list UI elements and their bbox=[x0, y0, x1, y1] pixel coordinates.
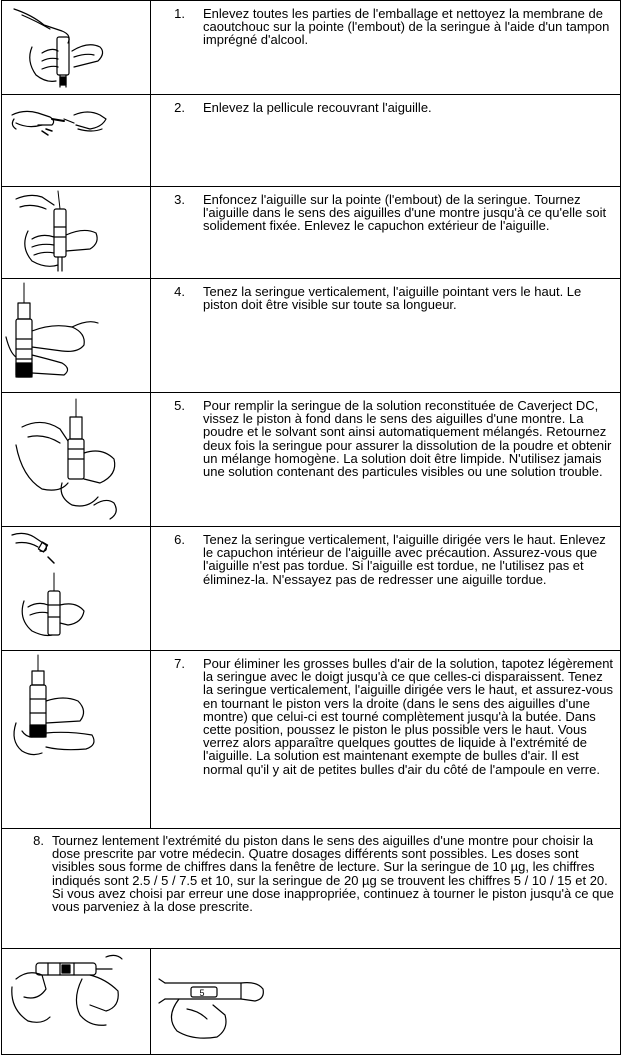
step-number: 1. bbox=[174, 6, 185, 21]
step-2 bbox=[151, 95, 620, 114]
step-text: Tenez la seringue verticalement, l'aiguille dirigée vers le haut. Enlevez le capuchon intérieur de l'aiguille avec précaution. Assurez-vous que l'aiguille n'est pas tordue. Si l'aiguille est tordue, ne l'utilisez pas et éliminez-la. N'essayez pas de redresser une aiguille tordue. bbox=[203, 532, 606, 587]
step-7 bbox=[151, 651, 620, 776]
step-5 bbox=[151, 393, 620, 478]
remove-bubbles-illustration bbox=[2, 651, 150, 828]
step-1 bbox=[151, 1, 620, 47]
illustration-cell bbox=[2, 187, 151, 279]
illustration-cell bbox=[2, 949, 151, 1055]
illustration-cell bbox=[2, 279, 151, 393]
dose-window-digit: 5 bbox=[199, 988, 205, 998]
step-number: 8. bbox=[33, 833, 44, 848]
illustration-cell bbox=[2, 1, 151, 95]
illustration-cell bbox=[151, 949, 621, 1055]
illustration-cell bbox=[2, 651, 151, 829]
step-text: Enfoncez l'aiguille sur la pointe (l'embout) de la seringue. Tournez l'aiguille dans le sens des aiguilles d'une montre jusqu'à ce qu'elle soit solidement fixée. Enlevez le capuchon extérieur de l'aiguille. bbox=[203, 192, 607, 234]
syringe-cleaning-illustration bbox=[2, 1, 150, 94]
step-8 bbox=[2, 829, 620, 913]
step-text: Tournez lentement l'extrémité du piston dans le sens des aiguilles d'une montre pour choisir la dose prescrite par votre médecin. Quatre dosages différents sont possibles. Les doses sont visibles sous forme de chiffres dans la fenêtre de lecture. Sur la seringue de 10 µg, les chiffres indiqués sont 2.5 / 5 / 7.5 et 10, sur la seringue de 20 µg se trouvent les chiffres 5 / 10 / 15 et 20. Si vous avez choisi par erreur une dose inappropriée, continuez à tourner le piston jusqu'à ce que vous parveniez à la dose prescrite. bbox=[52, 833, 614, 915]
step-text: Pour éliminer les grosses bulles d'air de la solution, tapotez légèrement la seringue avec le doigt jusqu'à ce que celles-ci disparaissent. Tenez la seringue verticalement, l'aiguille dirigée vers le haut, et assurez-vous en tournant le piston vers la droite (dans le sens des aiguilles d'une montre) que celui-ci est tourné complètement jusqu'à la butée. Dans cette position, poussez le piston le plus possible vers le haut. Vous verrez alors apparaître quelques gouttes de liquide à l'extrémité de l'aiguille. La solution est maintenant exempte de bulles d'air. Il est normal qu'il y ait de petites bulles d'air du côté de l'ampoule en verre. bbox=[203, 656, 614, 777]
step-cell bbox=[151, 1, 621, 95]
needle-peel-illustration bbox=[2, 95, 150, 186]
dose-select-illustration bbox=[2, 949, 150, 1054]
step-number: 7. bbox=[174, 656, 185, 671]
step-cell-wide bbox=[2, 829, 621, 949]
step-cell bbox=[151, 95, 621, 187]
needle-attach-illustration bbox=[2, 187, 150, 278]
step-text: Enlevez la pellicule recouvrant l'aiguille. bbox=[203, 100, 432, 115]
step-6 bbox=[151, 527, 620, 586]
step-number: 3. bbox=[174, 192, 185, 207]
instruction-table bbox=[1, 0, 621, 1055]
syringe-vertical-illustration bbox=[2, 279, 150, 392]
remove-cap-illustration bbox=[2, 527, 150, 650]
step-4 bbox=[151, 279, 620, 311]
step-cell bbox=[151, 187, 621, 279]
step-text: Tenez la seringue verticalement, l'aiguille pointant vers le haut. Le piston doit être visible sur toute sa longueur. bbox=[203, 284, 582, 313]
syringe-mix-illustration bbox=[2, 393, 150, 526]
dose-window-illustration bbox=[151, 949, 351, 1054]
step-3 bbox=[151, 187, 620, 233]
step-cell bbox=[151, 279, 621, 393]
step-text: Pour remplir la seringue de la solution reconstituée de Caverject DC, vissez le piston à fond dans le sens des aiguilles d'une montre. La poudre et le solvant sont ainsi automatiquement mélangés. Retournez deux fois la seringue pour assurer la dissolution de la poudre et obtenir un mélange homogène. La solution doit être limpide. N'utilisez jamais une solution contenant des particules visibles ou une solution trouble. bbox=[203, 398, 612, 480]
illustration-cell bbox=[2, 95, 151, 187]
step-text: Enlevez toutes les parties de l'emballage et nettoyez la membrane de caoutchouc sur la pointe (l'embout) de la seringue à l'aide d'un tampon imprégné d'alcool. bbox=[203, 6, 610, 48]
step-number: 5. bbox=[174, 398, 185, 413]
illustration-cell bbox=[2, 527, 151, 651]
step-cell bbox=[151, 393, 621, 527]
step-cell bbox=[151, 527, 621, 651]
illustration-cell bbox=[2, 393, 151, 527]
step-number: 6. bbox=[174, 532, 185, 547]
step-number: 4. bbox=[174, 284, 185, 299]
step-cell bbox=[151, 651, 621, 829]
step-number: 2. bbox=[174, 100, 185, 115]
